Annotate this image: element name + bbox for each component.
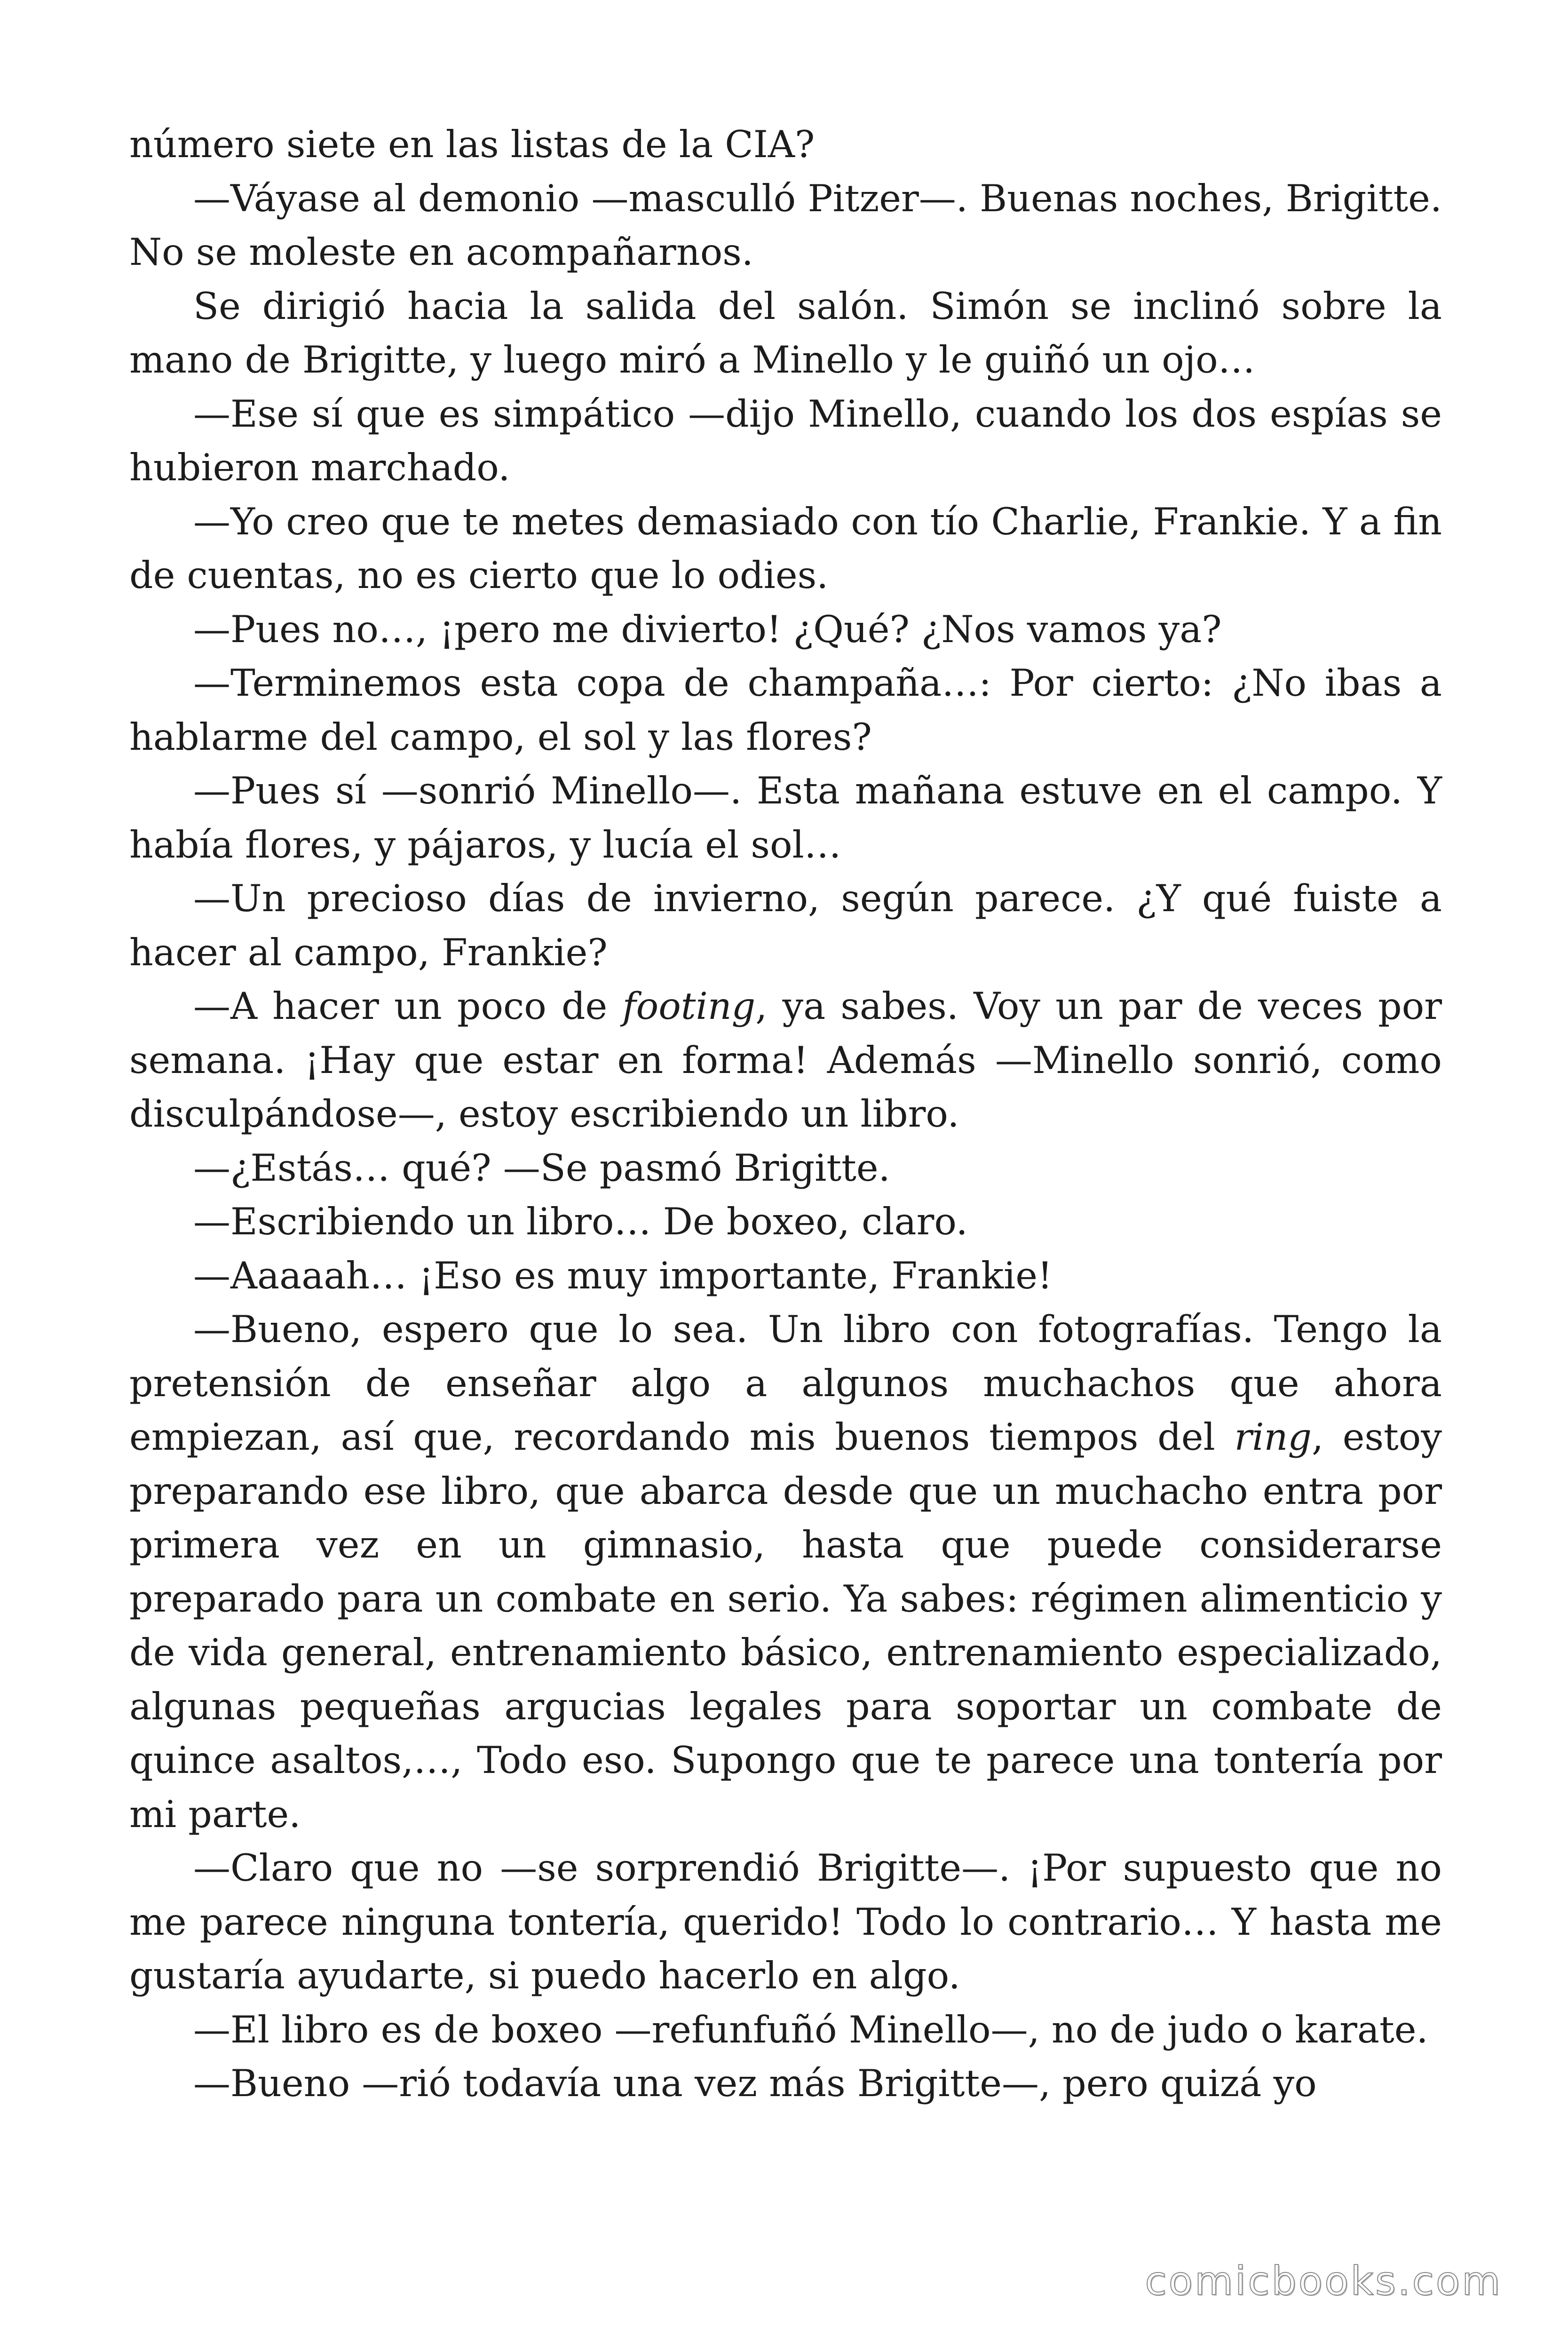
paragraph: [129, 279, 1442, 387]
text-run: —Un precioso días de invierno, según parece. ¿Y qué fuiste a hacer al campo, Frankie?: [129, 877, 1442, 974]
paragraph: [129, 172, 1442, 279]
paragraph: [129, 979, 1442, 1141]
text-run: —Pues sí —sonrió Minello—. Esta mañana estuve en el campo. Y había flores, y pájaros, y lucía el sol…: [129, 769, 1442, 866]
text-run: —Yo creo que te metes demasiado con tío Charlie, Frankie. Y a fin de cuentas, no es cierto que lo odies.: [129, 500, 1442, 597]
book-page-text: [129, 118, 1442, 2111]
text-run: , estoy preparando ese libro, que abarca desde que un muchacho entra por primera vez en un gimnasio, hasta que puede considerarse preparado para un combate en serio. Ya sabes: régimen alimenticio y de vida general, entrenamiento básico, entrenamiento especializado, algunas pequeñas argucias legales para soportar un combate de quince asaltos,…, Todo eso. Supongo que te parece una tontería por mi parte.: [129, 1415, 1442, 1836]
text-run: —Terminemos esta copa de champaña…: Por cierto: ¿No ibas a hablarme del campo, el sol y las flores?: [129, 661, 1442, 759]
text-run: número siete en las listas de la CIA?: [129, 123, 815, 166]
paragraph: [129, 656, 1442, 764]
text-run: —A hacer un poco de: [193, 985, 623, 1028]
italic-text: ring: [1234, 1415, 1312, 1459]
text-run: —El libro es de boxeo —refunfuñó Minello—, no de judo o karate.: [193, 2008, 1428, 2051]
text-run: —Aaaaah… ¡Eso es muy importante, Frankie!: [193, 1254, 1053, 1297]
paragraph: [129, 764, 1442, 872]
paragraph: [129, 1141, 1442, 1195]
text-run: —Bueno, espero que lo sea. Un libro con fotografías. Tengo la pretensión de enseñar algo a algunos muchachos que ahora empiezan, así que, recordando mis buenos tiempos del: [129, 1308, 1442, 1459]
paragraph: [129, 872, 1442, 979]
paragraph: [129, 1841, 1442, 2003]
text-run: —Escribiendo un libro… De boxeo, claro.: [193, 1200, 968, 1243]
text-run: —Ese sí que es simpático —dijo Minello, cuando los dos espías se hubieron marchado.: [129, 392, 1442, 489]
paragraph: [129, 118, 1442, 172]
italic-text: footing: [622, 985, 756, 1028]
paragraph: [129, 2057, 1442, 2111]
paragraph: [129, 1195, 1442, 1249]
paragraph: [129, 2003, 1442, 2057]
text-run: —Pues no…, ¡pero me divierto! ¿Qué? ¿Nos vamos ya?: [193, 607, 1222, 651]
text-run: Se dirigió hacia la salida del salón. Simón se inclinó sobre la mano de Brigitte, y luego miró a Minello y le guiñó un ojo…: [129, 284, 1442, 381]
text-run: , ya sabes. Voy un par de veces por semana. ¡Hay que estar en forma! Además —Minello sonrió, como disculpándose—, estoy escribiendo un libro.: [129, 985, 1442, 1136]
watermark: comicbooks.com: [1145, 2258, 1502, 2304]
paragraph: [129, 1249, 1442, 1303]
text-run: —Claro que no —se sorprendió Brigitte—. ¡Por supuesto que no me parece ninguna tontería, querido! Todo lo contrario… Y hasta me gustaría ayudarte, si puedo hacerlo en algo.: [129, 1846, 1442, 1997]
paragraph: [129, 603, 1442, 657]
paragraph: [129, 387, 1442, 495]
text-run: —Bueno —rió todavía una vez más Brigitte—, pero quizá yo: [193, 2062, 1317, 2105]
paragraph: [129, 1303, 1442, 1841]
text-run: —Váyase al demonio —masculló Pitzer—. Buenas noches, Brigitte. No se moleste en acompañarnos.: [129, 176, 1442, 274]
text-run: —¿Estás… qué? —Se pasmó Brigitte.: [193, 1146, 890, 1190]
paragraph: [129, 495, 1442, 603]
